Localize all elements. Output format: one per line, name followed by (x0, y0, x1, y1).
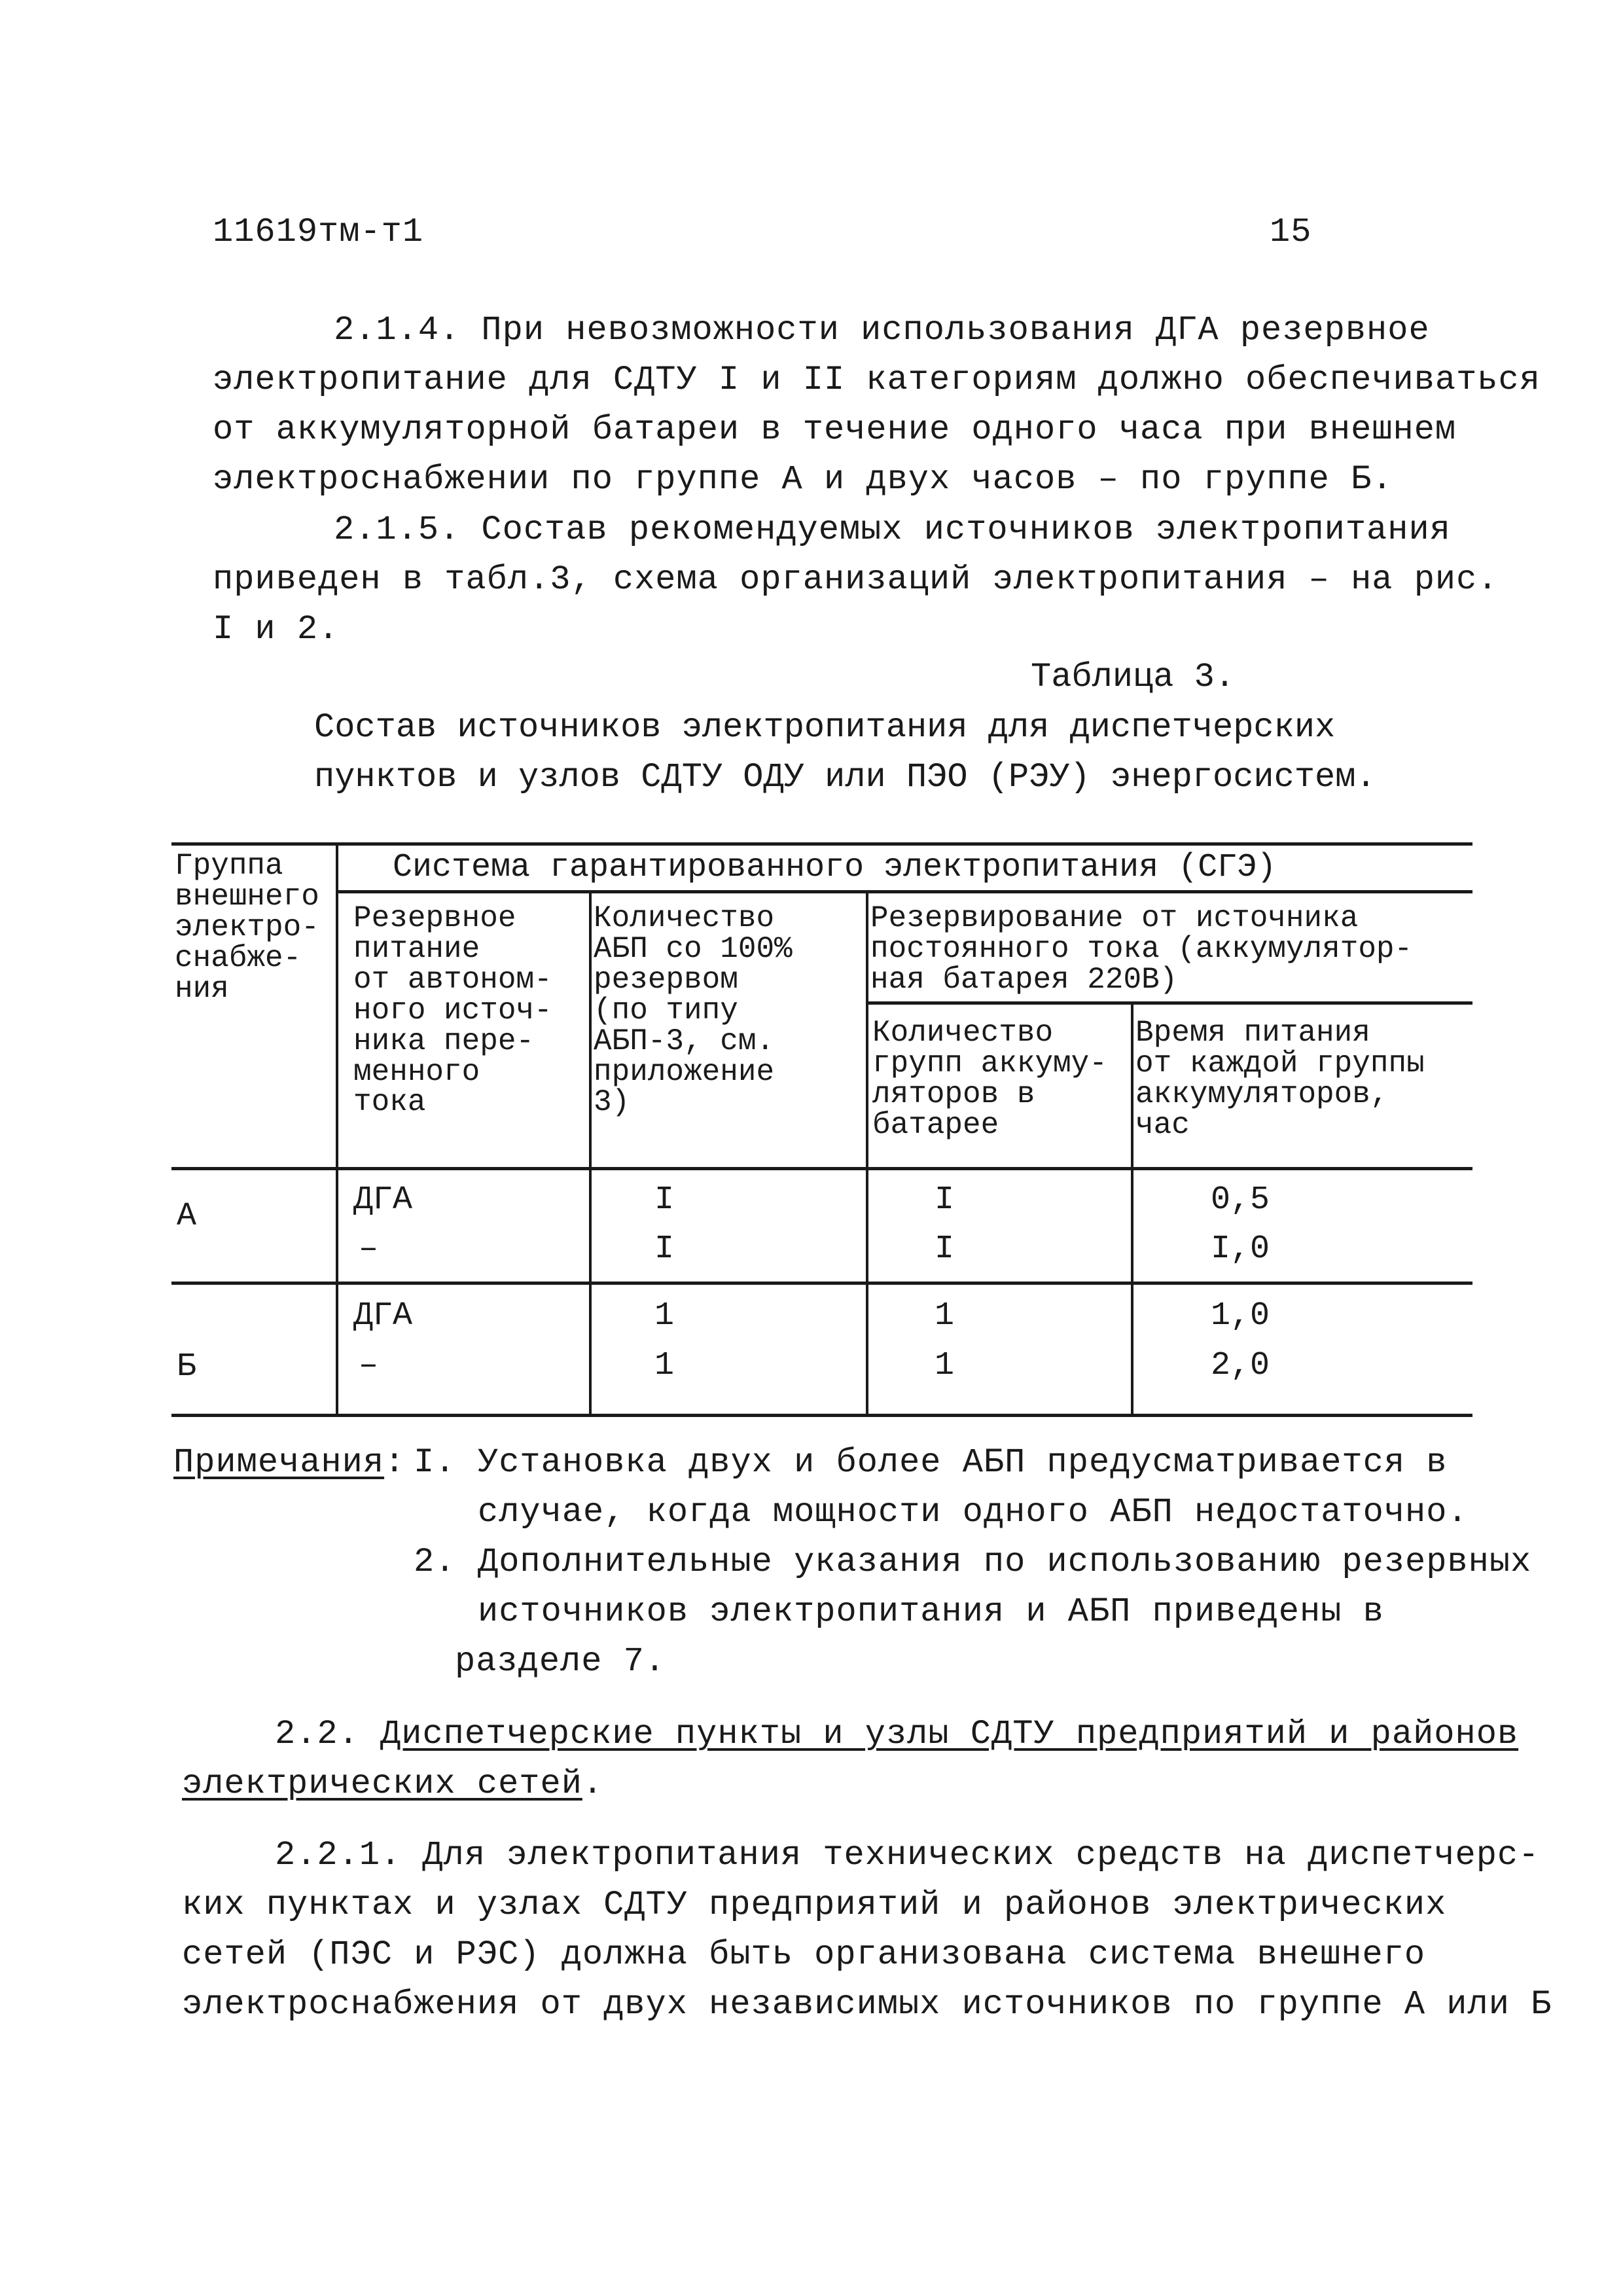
table-caption-line: пунктов и узлов СДТУ ОДУ или ПЭО (РЭУ) энергосистем. (314, 758, 1376, 797)
groups-cell: 1 (935, 1297, 955, 1335)
time-cell: 0,5 (1211, 1181, 1270, 1219)
time-cell: I,0 (1211, 1230, 1270, 1268)
groups-cell: 1 (935, 1347, 955, 1384)
paragraph-line: электроснабжения от двух независимых источников по группе А или Б (182, 1985, 1552, 2024)
note-line: источников электропитания и АБП приведены в (478, 1592, 1384, 1631)
groups-cell: I (935, 1181, 955, 1219)
section-title-end: . (582, 1765, 604, 1803)
table-column-rule (866, 890, 868, 1417)
section-title: Диспетчерские пункты и узлы СДТУ предприятий и районов (380, 1715, 1519, 1753)
reserve-cell: ДГА (353, 1297, 413, 1335)
paragraph-line: 2.2.1. Для электропитания технических средств на диспетчерс- (275, 1836, 1540, 1874)
table-rule (171, 1167, 1472, 1170)
table-column-rule (589, 890, 592, 1417)
group-cell: А (177, 1198, 197, 1235)
header-group: Группа внешнего электро- снабже- ния (175, 849, 319, 1006)
page-number: 15 (1270, 213, 1312, 251)
table-column-rule (336, 842, 338, 1417)
reserve-cell: – (359, 1230, 379, 1268)
note-line: случае, когда мощности одного АБП недостаточно. (478, 1493, 1469, 1532)
header-system: Система гарантированного электропитания (СГЭ) (393, 849, 1277, 886)
table-column-rule (1131, 1001, 1133, 1417)
note-number: I. (414, 1443, 456, 1482)
table-rule (171, 1414, 1472, 1417)
paragraph-line: ких пунктах и узлах СДТУ предприятий и районов электрических (182, 1886, 1447, 1924)
paragraph-line: сетей (ПЭС и РЭС) должна быть организована система внешнего (182, 1935, 1426, 1974)
section-heading-line (182, 1765, 603, 1803)
section-heading-line (275, 1715, 1518, 1753)
reserve-cell: ДГА (353, 1181, 413, 1219)
table-rule (171, 1282, 1472, 1285)
table-caption-line: Состав источников электропитания для диспетчерских (314, 708, 1336, 747)
table-rule (867, 1001, 1472, 1005)
abp-cell: I (654, 1181, 675, 1219)
groups-cell: I (935, 1230, 955, 1268)
paragraph-line: приведен в табл.3, схема организаций электропитания – на рис. (213, 560, 1499, 599)
paragraph-line: электроснабжении по группе А и двух часов – по группе Б. (213, 460, 1393, 499)
paragraph-line: 2.1.4. При невозможности использования ДГА резервное (334, 311, 1430, 350)
note-number: 2. (414, 1543, 456, 1581)
notes-title-row: Примечания: (173, 1443, 406, 1482)
note-line: разделе 7. (455, 1642, 666, 1681)
note-line: Установка двух и более АБП предусматривается в (478, 1443, 1448, 1482)
section-number: 2.2. (275, 1715, 359, 1753)
header-abp-count: Количество АБП со 100% резервом (по типу АБП-3, см. приложение 3) (594, 901, 793, 1120)
time-cell: 1,0 (1211, 1297, 1270, 1335)
section-title-cont: электрических сетей (182, 1765, 582, 1803)
table-rule (171, 842, 1472, 846)
document-code: 11619тм-т1 (213, 213, 424, 251)
paragraph-line: от аккумуляторной батареи в течение одного часа при внешнем (213, 410, 1457, 449)
group-cell: Б (177, 1348, 197, 1386)
table-label: Таблица 3. (1031, 658, 1236, 696)
table-rule (337, 890, 1472, 893)
header-battery-groups: Количество групп аккуму- ляторов в батарее (872, 1016, 1107, 1142)
header-reserve-power: Резервное питание от автоном- ного источ- ника пере- менного тока (353, 901, 552, 1120)
header-time: Время питания от каждой группы аккумуляторов, час (1135, 1016, 1425, 1142)
note-line: Дополнительные указания по использованию резервных (478, 1543, 1532, 1581)
paragraph-line: I и 2. (213, 610, 340, 649)
reserve-cell: – (359, 1347, 379, 1384)
paragraph-line: 2.1.5. Состав рекомендуемых источников электропитания (334, 511, 1451, 549)
header-dc-reserve: Резервирование от источника постоянного тока (аккумулятор- ная батарея 220В) (870, 901, 1413, 997)
abp-cell: 1 (654, 1347, 675, 1384)
time-cell: 2,0 (1211, 1347, 1270, 1384)
notes-title: Примечания (173, 1443, 385, 1482)
paragraph-line: электропитание для СДТУ I и II категориям должно обеспечиваться (213, 361, 1541, 399)
abp-cell: I (654, 1230, 675, 1268)
abp-cell: 1 (654, 1297, 675, 1335)
